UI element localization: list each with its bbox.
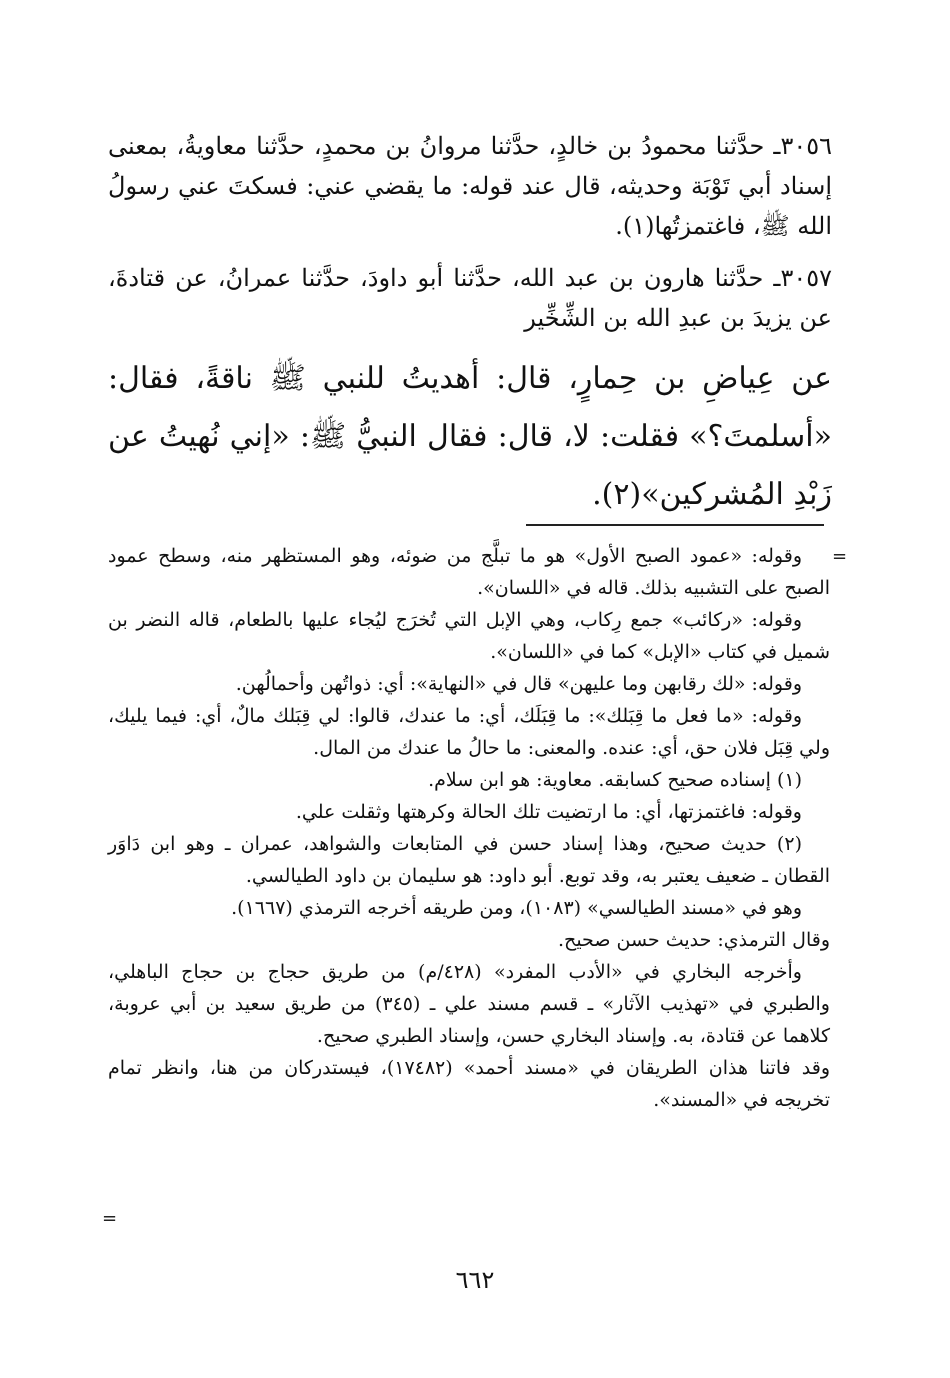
footnote-paragraph: وقوله: «ما فعل ما قِبَلك»: ما قِبَلَك، أي: ما عندك، قالوا: لي قِبَلك مالٌ، أي: فيما يليك، ولي قِبَل فلان حق، أي: عنده. والمعنى: ما حالُ ما عندك من المال.	[108, 705, 830, 759]
footnote-separator-rule	[526, 524, 824, 526]
footnote-paragraph: وقد فاتنا هذان الطريقان في «مسند أحمد» (١٧٤٨٢)، فيستدركان من هنا، وانظر تمام تخريجه في «المسند».	[108, 1057, 830, 1111]
hadith-3057-isnad: ٣٠٥٧ـ حدَّثنا هارون بن عبد الله، حدَّثنا أبو داودَ، حدَّثنا عمرانُ، عن قتادةَ، عن يزيدَ بن عبدِ الله بن الشِّخِّير	[108, 264, 832, 332]
footnote-1: (١) إسناده صحيح كسابقه. معاوية: هو ابن سلام.	[428, 769, 802, 791]
footnote-paragraph: وقوله: «لك رقابهن وما عليهن» قال في «النهاية»: أي: ذواتُهن وأحمالُهن.	[235, 673, 802, 695]
hadith-3056-text: ٣٠٥٦ـ حدَّثنا محمودُ بن خالدٍ، حدَّثنا مروانُ بن محمدٍ، حدَّثنا معاويةُ، بمعنى إسناد أبي تَوْبَة وحديثه، قال عند قوله: ما يقضي عني: فسكتَ عني رسولُ الله ﷺ، فاغتمزتُها(١).	[108, 132, 832, 240]
footnote-paragraph: وقال الترمذي: حديث حسن صحيح.	[558, 929, 830, 951]
footnote-paragraph: وقوله: «عمود الصبح الأول» هو ما تبلَّج من ضوئه، وهو المستظهر منه، وسطح عمود الصبح على التشبيه بذلك. قاله في «اللسان».	[108, 545, 830, 599]
footnote-paragraph: وقوله: فاغتمزتها، أي: ما ارتضيت تلك الحالة وكرهتها وثقلت علي.	[295, 801, 802, 823]
footnote-paragraph: وقوله: «ركائب» جمع رِكاب، وهي الإبل التي تُخرَج ليُجاء عليها بالطعام، قاله النضر بن شميل في كتاب «الإبل» كما في «اللسان».	[108, 609, 830, 663]
page-number: ٦٦٢	[455, 1266, 495, 1294]
hadith-3057-matn: عن عِياضِ بن حِمارٍ، قال: أهديتُ للنبي ﷺ ناقةً، فقال: «أسلمتَ؟» فقلت: لا، قال: فقال النبيُّ ﷺ: «إني نُهيتُ عن زَبْدِ المُشركين»(٢).	[108, 361, 832, 512]
footnote-paragraph: وأخرجه البخاري في «الأدب المفرد» (٤٢٨/م) من طريق حجاج بن حجاج الباهلي، والطبري في «تهذيب الآثار» ـ قسم مسند علي ـ (٣٤٥) من طريق سعيد بن أبي عروبة، كلاهما عن قتادة، به. وإسناد البخاري حسن، وإسناد الطبري صحيح.	[108, 961, 830, 1047]
footnote-continuation-mark-top: =	[832, 546, 848, 567]
footnote-paragraph: وهو في «مسند الطيالسي» (١٠٨٣)، ومن طريقه أخرجه الترمذي (١٦٦٧).	[231, 897, 802, 919]
footnote-2: (٢) حديث صحيح، وهذا إسناد حسن في المتابعات والشواهد، عمران ـ وهو ابن دَاوَر القطان ـ ضعيف يعتبر به، وقد توبع. أبو داود: هو سليمان بن داود الطيالسي.	[108, 833, 830, 887]
footnote-continuation-mark-bottom: =	[102, 1208, 118, 1229]
footnotes-section	[108, 540, 830, 1116]
